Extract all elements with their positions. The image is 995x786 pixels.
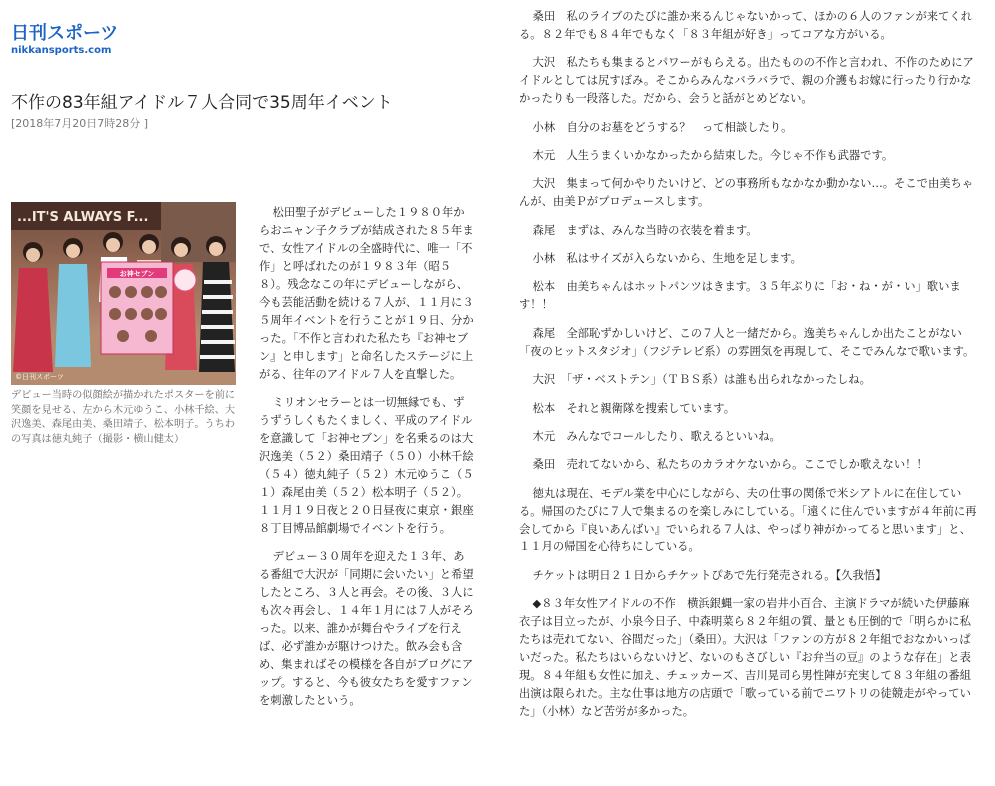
- body-paragraph: チケットは明日２１日からチケットぴあで先行発売される。【久我悟】: [532, 568, 887, 582]
- body-paragraph: 桑田 売れてないから、私たちのカラオケないから。ここでしか歌えない！！: [532, 458, 928, 472]
- body-paragraph: 松本 由美ちゃんはホットパンツはきます。３５年ぶりに「お・ね・が・い」歌います！！: [519, 280, 961, 312]
- body-paragraph: ミリオンセラーとは一切無縁でも、ずうずうしくもたくましく、平成のアイドルを意識して「お神セブン」を名乗るのは大沢逸美（５２）桑田靖子（５０）小林千絵（５４）徳丸純子（５２）木元ゆうこ（５１）森尾由美（５２）松本明子（５２）。１１月１９日夜と２０日昼夜に東京・銀座８丁目博品館劇場でイベントを行う。: [259, 396, 474, 535]
- poster: [101, 262, 173, 354]
- photo-banner-text: ...IT'S ALWAYS F...: [17, 210, 149, 225]
- article-headline: 不作の83年組アイドル７人合同で35周年イベント: [11, 93, 393, 113]
- body-paragraph: 徳丸は現在、モデル業を中心にしながら、夫の仕事の関係で米シアトルに在住している。帰国のたびに７人で集まるのを楽しみにしている。「遠くに住んでいますが４年前に再会してから『良いあんばい』でいられる７人は、やっぱり神がかってると思います」と、１１月の帰国を心待ちにしている。: [519, 486, 977, 554]
- article-body-left: [259, 204, 474, 720]
- body-paragraph: 松田聖子がデビューした１９８０年からおニャン子クラブが結成された８５年まで、女性アイドルの全盛時代に、唯一「不作」と呼ばれたのが１９８３年（昭５８）。残念なこの年にデビューしながら、今も芸能活動を続ける７人が、１１月に３５周年イベントを行うことが１９日、分かった。「不作と言われた私たち『お神セブン』と申します」と命名したステージに上がる、往年のアイドル７人を直撃した。: [259, 206, 474, 381]
- body-paragraph: 小林 私はサイズが入らないから、生地を足します。: [532, 252, 802, 266]
- body-paragraph: 松本 それと親衛隊を捜索しています。: [532, 401, 735, 415]
- body-paragraph: 森尾 まずは、みんな当時の衣装を着ます。: [532, 223, 758, 237]
- body-paragraph: 森尾 全部恥ずかしいけど、この７人と一緒だから。逸美ちゃんしか出たことがない「夜のヒットスタジオ」（フジテレビ系）の雰囲気を再現して、そこでみんなで歌います。: [519, 326, 975, 358]
- body-paragraph: 大沢 集まって何かやりたいけど、どの事務所もなかなか動かない…。そこで由美ちゃんが、由美Ｐがプロデュースします。: [519, 177, 974, 209]
- body-paragraph: 桑田 私のライブのたびに誰か来るんじゃないかって、ほかの６人のファンが来てくれる。８２年でも８４年でもなく「８３年組が好き」ってコアな方がいる。: [519, 10, 972, 41]
- article-photo: [11, 202, 236, 385]
- body-paragraph: 小林 自分のお墓をどうする？ って相談したり。: [532, 120, 793, 134]
- body-paragraph: 木元 人生うまくいかなかったから結束した。今じゃ不作も武器です。: [532, 148, 894, 162]
- article-dateline: [2018年7月20日7時28分 ]: [11, 117, 149, 130]
- site-logo[interactable]: [11, 24, 131, 57]
- uchiwa-fan: [174, 269, 196, 291]
- logo-wordmark: 日刊スポーツ: [11, 23, 119, 44]
- article-body-right: [519, 8, 979, 731]
- body-paragraph: 木元 みんなでコールしたり、歌えるといいね。: [532, 429, 781, 443]
- body-paragraph: ◆８３年女性アイドルの不作 横浜銀蝿一家の岩井小百合、主演ドラマが続いた伊藤麻衣子は目立ったが、小泉今日子、中森明菜ら８２年組の質、量とも圧倒的で「明らかに私たちは売れてない、谷間だった」（桑田）。大沢は「ファンの方が８２年組でおなかいっぱいだった。私たちはいらないけど、ないのもさびしい『お弁当の豆』のような存在」と表現。８４年組も女性に加え、チェッカーズ、吉川晃司ら男性陣が充実して８３年組の番組出演は限られた。主な仕事は地方の店頭で「歌っている前でニワトリの徒競走がやっていた」（小林）など苦労が多かった。: [519, 597, 971, 718]
- logo-domain: nikkansports.com: [11, 45, 112, 56]
- photo-caption: デビュー当時の似顔絵が描かれたポスターを前に笑顔を見せる、左から木元ゆうこ、小林千絵、大沢逸美、森尾由美、桑田靖子、松本明子。うちわの写真は徳丸純子（撮影・横山健太）: [11, 390, 236, 445]
- photo-credit: ©日刊スポーツ: [15, 373, 64, 381]
- photo-illustration: [11, 202, 236, 385]
- poster-title: お神セブン: [119, 270, 155, 278]
- body-paragraph: デビュー３０周年を迎えた１３年、ある番組で大沢が「同期に会いたい」と希望したところ、３人と再会。その後、３人にも次々再会し、１４年１月には７人がそろった。以来、誰かが舞台やライブを行えば、必ず誰かが駆けつけた。飲み会も含め、集まればその模様を各自がブログにアップ。すると、今も彼女たちを愛すファンを刺激したという。: [259, 550, 474, 707]
- body-paragraph: 大沢 「ザ・ベストテン」（ＴＢＳ系）は誰も出られなかったしね。: [532, 373, 871, 387]
- body-paragraph: 大沢 私たちも集まるとパワーがもらえる。出たものの不作と言われ、不作のためにアイドルとしては尻すぼみ。そこからみんなバラバラで、親の介護もお嫁に行ったり行かなかったりも一段落した。だから、会うと話がとめどない。: [519, 56, 974, 106]
